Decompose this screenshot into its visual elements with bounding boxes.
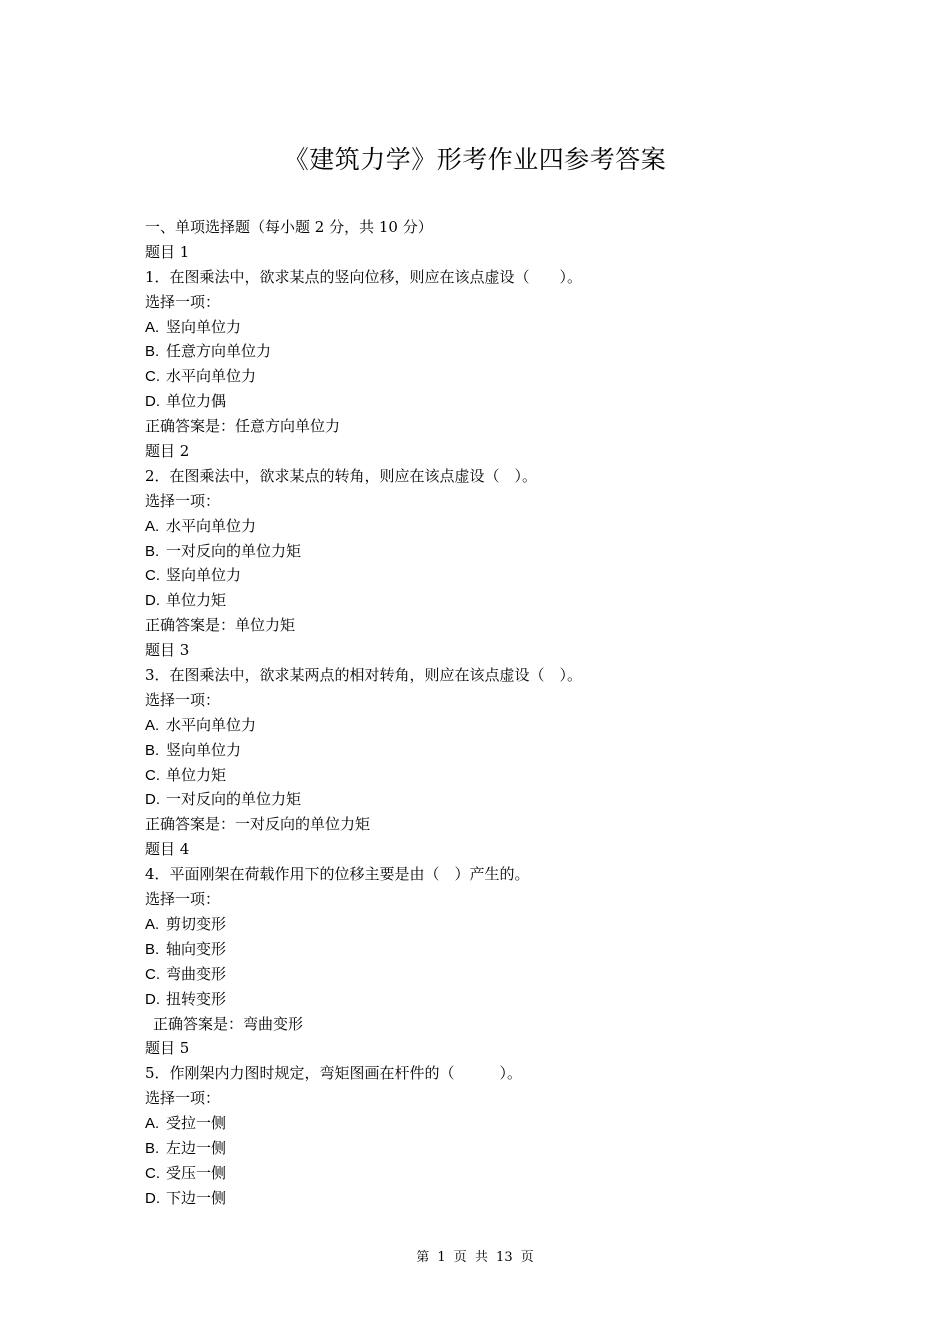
option-b: [145, 738, 845, 763]
option-a: [145, 514, 845, 539]
question-stem: 3．在图乘法中，欲求某两点的相对转角，则应在该点虚设（ ）。: [145, 666, 583, 685]
option-c: [145, 563, 845, 588]
option-text: 水平向单位力: [166, 516, 257, 535]
option-text: 竖向单位力: [166, 566, 242, 585]
option-text: 一对反向的单位力矩: [166, 790, 302, 809]
option-text: 水平向单位力: [166, 715, 257, 734]
option-d: [145, 787, 845, 812]
option-key: A.: [145, 716, 160, 734]
correct-answer: 正确答案是：单位力矩: [145, 616, 296, 635]
choose-label: 选择一项：: [145, 292, 221, 311]
correct-answer: 正确答案是：一对反向的单位力矩: [145, 815, 371, 834]
question-heading: 题目 3: [145, 641, 190, 660]
option-b: [145, 539, 845, 564]
option-key: A.: [145, 318, 160, 336]
option-text: 轴向变形: [166, 939, 227, 958]
option-key: D.: [145, 791, 160, 809]
option-key: D.: [145, 393, 160, 411]
option-a: [145, 713, 845, 738]
option-text: 受拉一侧: [166, 1114, 227, 1133]
option-key: B.: [145, 542, 160, 560]
option-text: 左边一侧: [166, 1138, 227, 1157]
option-key: B.: [145, 1139, 160, 1157]
document-title: 《建筑力学》形考作业四参考答案: [283, 145, 667, 174]
option-b: [145, 1136, 845, 1161]
option-b: [145, 937, 845, 962]
option-text: 下边一侧: [166, 1188, 227, 1207]
option-key: C.: [145, 1164, 160, 1182]
choose-label: 选择一项：: [145, 690, 221, 709]
correct-answer: 正确答案是：弯曲变形: [153, 1014, 304, 1033]
question-heading: 题目 1: [145, 242, 190, 261]
option-c: [145, 962, 845, 987]
option-a: [145, 315, 845, 340]
option-key: C.: [145, 766, 160, 784]
option-key: D.: [145, 592, 160, 610]
option-a: [145, 1111, 845, 1136]
choose-label: 选择一项：: [145, 1089, 221, 1108]
question-heading: 题目 5: [145, 1039, 190, 1058]
option-key: C.: [145, 368, 160, 386]
option-text: 扭转变形: [166, 989, 227, 1008]
option-d: [145, 389, 845, 414]
option-d: [145, 1186, 845, 1211]
question-stem: 1．在图乘法中，欲求某点的竖向位移，则应在该点虚设（ ）。: [145, 267, 583, 286]
question-stem: 2．在图乘法中，欲求某点的转角，则应在该点虚设（ ）。: [145, 466, 538, 485]
section-heading: 一、单项选择题（每小题 2 分，共 10 分）: [145, 218, 433, 236]
option-key: D.: [145, 990, 160, 1008]
option-c: [145, 364, 845, 389]
option-key: B.: [145, 940, 160, 958]
option-c: [145, 1161, 845, 1186]
option-d: [145, 987, 845, 1012]
option-key: A.: [145, 517, 160, 535]
option-text: 单位力矩: [166, 591, 227, 610]
question-heading: 题目 4: [145, 840, 190, 859]
question-stem: 5．作刚架内力图时规定，弯矩图画在杆件的（ ）。: [145, 1064, 523, 1083]
option-text: 剪切变形: [166, 914, 227, 933]
option-key: B.: [145, 343, 160, 361]
option-key: C.: [145, 567, 160, 585]
option-text: 单位力矩: [166, 765, 227, 784]
option-text: 受压一侧: [166, 1163, 227, 1182]
option-text: 竖向单位力: [166, 740, 242, 759]
option-text: 单位力偶: [166, 392, 227, 411]
question-stem: 4．平面刚架在荷载作用下的位移主要是由（ ）产生的。: [145, 865, 530, 884]
option-text: 一对反向的单位力矩: [166, 541, 302, 560]
choose-label: 选择一项：: [145, 890, 221, 909]
option-key: D.: [145, 1189, 160, 1207]
option-key: A.: [145, 1115, 160, 1133]
option-text: 任意方向单位力: [166, 342, 272, 361]
page-footer: 第 1 页 共 13 页: [416, 1250, 534, 1265]
option-b: [145, 339, 845, 364]
option-text: 弯曲变形: [166, 964, 227, 983]
document-body: [145, 215, 845, 1211]
option-key: C.: [145, 965, 160, 983]
choose-label: 选择一项：: [145, 491, 221, 510]
option-d: [145, 588, 845, 613]
option-c: [145, 763, 845, 788]
option-text: 竖向单位力: [166, 317, 242, 336]
question-heading: 题目 2: [145, 442, 190, 461]
correct-answer: 正确答案是：任意方向单位力: [145, 417, 341, 436]
option-key: A.: [145, 915, 160, 933]
option-text: 水平向单位力: [166, 367, 257, 386]
option-key: B.: [145, 741, 160, 759]
option-a: [145, 912, 845, 937]
